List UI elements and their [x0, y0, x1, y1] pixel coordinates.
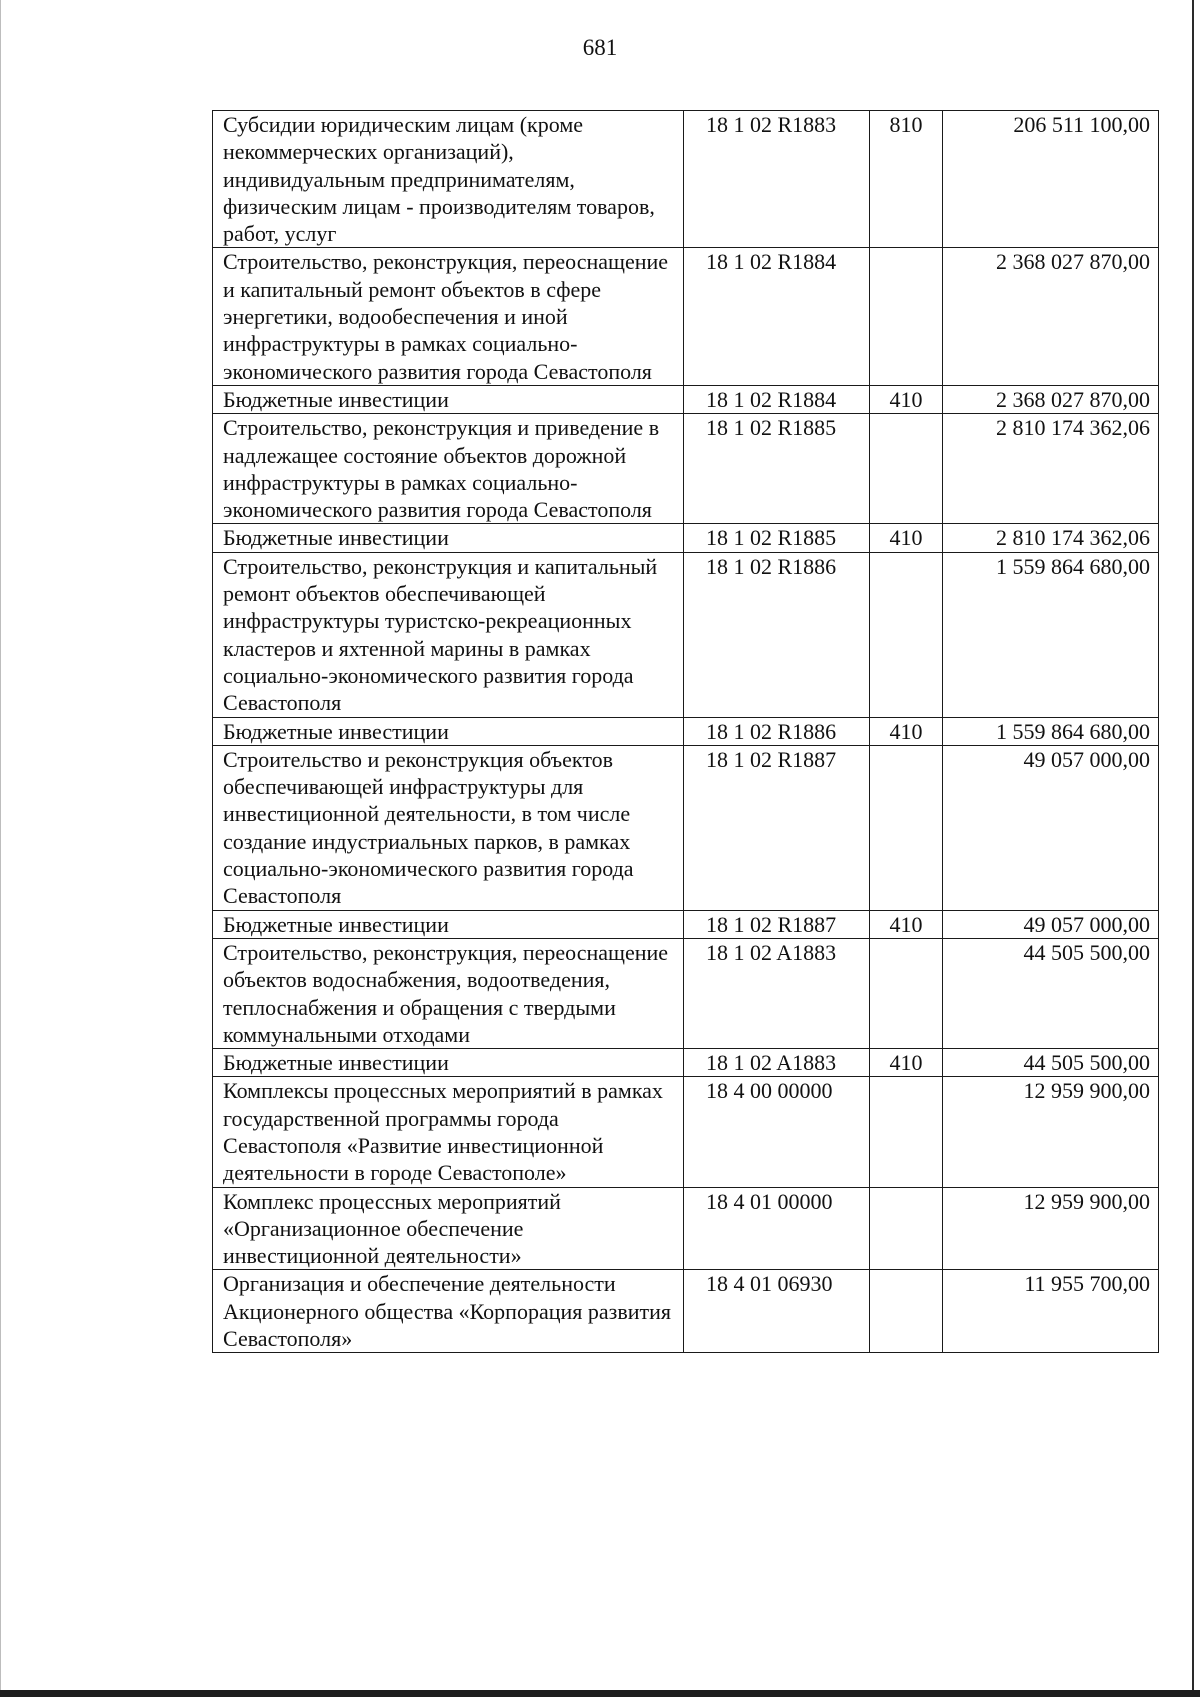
table-row [213, 111, 1159, 248]
row-code-cell: 18 1 02 R1886 [684, 717, 870, 745]
row-code-cell: 18 1 02 R1886 [684, 552, 870, 717]
scan-right-edge [1192, 0, 1194, 1697]
table-row [213, 1077, 1159, 1187]
row-name-cell: Строительство, реконструкция, переоснащение объектов водоснабжения, водоотведения, теплоснабжения и обращения с твердыми коммунальными отходами [213, 938, 684, 1048]
row-code-cell: 18 1 02 A1883 [684, 938, 870, 1048]
row-name-cell: Комплексы процессных мероприятий в рамках государственной программы города Севастополя «Развитие инвестиционной деятельности в городе Севастополе» [213, 1077, 684, 1187]
row-code-cell: 18 4 01 06930 [684, 1270, 870, 1353]
row-code-cell: 18 4 00 00000 [684, 1077, 870, 1187]
page-number: 681 [582, 35, 618, 60]
row-expense-type-cell: 410 [870, 524, 943, 552]
row-amount-cell: 2 368 027 870,00 [943, 248, 1159, 385]
table-row [213, 248, 1159, 385]
row-expense-type-cell [870, 1187, 943, 1270]
row-amount-cell: 2 810 174 362,06 [943, 414, 1159, 524]
row-name-cell: Бюджетные инвестиции [213, 1049, 684, 1077]
scan-bottom-edge [0, 1690, 1200, 1697]
row-expense-type-cell: 410 [870, 385, 943, 413]
row-amount-cell: 2 810 174 362,06 [943, 524, 1159, 552]
table-row [213, 414, 1159, 524]
scan-left-edge [0, 0, 1, 1697]
row-amount-cell: 12 959 900,00 [943, 1077, 1159, 1187]
row-amount-cell: 11 955 700,00 [943, 1270, 1159, 1353]
row-expense-type-cell [870, 938, 943, 1048]
table-row [213, 745, 1159, 910]
table-row [213, 910, 1159, 938]
row-name-cell: Комплекс процессных мероприятий «Организационное обеспечение инвестиционной деятельности» [213, 1187, 684, 1270]
row-code-cell: 18 1 02 R1884 [684, 248, 870, 385]
row-name-cell: Организация и обеспечение деятельности Акционерного общества «Корпорация развития Севастополя» [213, 1270, 684, 1353]
row-expense-type-cell [870, 414, 943, 524]
row-expense-type-cell [870, 552, 943, 717]
row-expense-type-cell [870, 1270, 943, 1353]
table-row [213, 1187, 1159, 1270]
row-amount-cell: 1 559 864 680,00 [943, 552, 1159, 717]
row-name-cell: Бюджетные инвестиции [213, 524, 684, 552]
table-row [213, 1049, 1159, 1077]
row-name-cell: Бюджетные инвестиции [213, 717, 684, 745]
row-expense-type-cell [870, 248, 943, 385]
row-code-cell: 18 1 02 R1883 [684, 111, 870, 248]
row-code-cell: 18 1 02 A1883 [684, 1049, 870, 1077]
table-row [213, 524, 1159, 552]
row-code-cell: 18 4 01 00000 [684, 1187, 870, 1270]
row-expense-type-cell [870, 1077, 943, 1187]
row-code-cell: 18 1 02 R1884 [684, 385, 870, 413]
budget-table-body [213, 111, 1159, 1353]
table-row [213, 1270, 1159, 1353]
budget-table [212, 110, 1159, 1353]
row-name-cell: Строительство, реконструкция, переоснащение и капитальный ремонт объектов в сфере энергетики, водообеспечения и иной инфраструктуры в рамках социально-экономического развития города Севастополя [213, 248, 684, 385]
row-amount-cell: 44 505 500,00 [943, 938, 1159, 1048]
table-row [213, 938, 1159, 1048]
row-expense-type-cell: 810 [870, 111, 943, 248]
row-name-cell: Строительство и реконструкция объектов обеспечивающей инфраструктуры для инвестиционной деятельности, в том числе создание индустриальных парков, в рамках социально-экономического развития города Севастополя [213, 745, 684, 910]
table-row [213, 552, 1159, 717]
row-amount-cell: 2 368 027 870,00 [943, 385, 1159, 413]
row-expense-type-cell: 410 [870, 717, 943, 745]
table-row [213, 717, 1159, 745]
row-name-cell: Субсидии юридическим лицам (кроме некоммерческих организаций), индивидуальным предпринимателям, физическим лицам - производителям товаров, работ, услуг [213, 111, 684, 248]
row-name-cell: Строительство, реконструкция и приведение в надлежащее состояние объектов дорожной инфраструктуры в рамках социально-экономического развития города Севастополя [213, 414, 684, 524]
row-amount-cell: 1 559 864 680,00 [943, 717, 1159, 745]
row-amount-cell: 49 057 000,00 [943, 745, 1159, 910]
row-name-cell: Бюджетные инвестиции [213, 910, 684, 938]
row-code-cell: 18 1 02 R1885 [684, 524, 870, 552]
row-code-cell: 18 1 02 R1887 [684, 745, 870, 910]
row-amount-cell: 49 057 000,00 [943, 910, 1159, 938]
table-row [213, 385, 1159, 413]
row-amount-cell: 206 511 100,00 [943, 111, 1159, 248]
row-name-cell: Бюджетные инвестиции [213, 385, 684, 413]
row-code-cell: 18 1 02 R1887 [684, 910, 870, 938]
row-expense-type-cell [870, 745, 943, 910]
row-expense-type-cell: 410 [870, 910, 943, 938]
row-code-cell: 18 1 02 R1885 [684, 414, 870, 524]
row-name-cell: Строительство, реконструкция и капитальный ремонт объектов обеспечивающей инфраструктуры туристско-рекреационных кластеров и яхтенной марины в рамках социально-экономического развития города Севастополя [213, 552, 684, 717]
row-expense-type-cell: 410 [870, 1049, 943, 1077]
row-amount-cell: 44 505 500,00 [943, 1049, 1159, 1077]
row-amount-cell: 12 959 900,00 [943, 1187, 1159, 1270]
